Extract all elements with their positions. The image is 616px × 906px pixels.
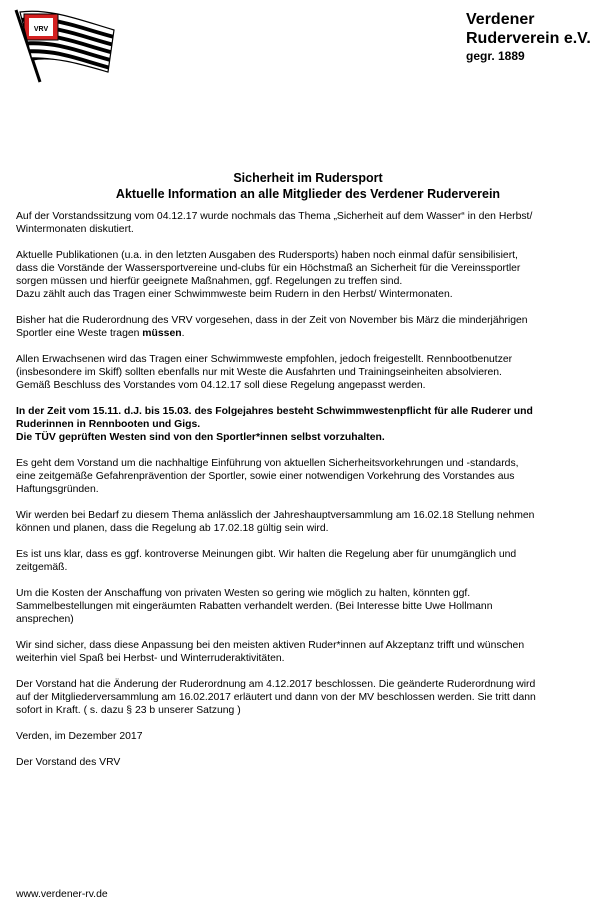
text-line: Bisher hat die Ruderordnung des VRV vorgesehen, dass in der Zeit von November bis März die minderjährigen xyxy=(16,315,528,326)
text-line: Sammelbestellungen mit eingeräumten Rabatten verhandelt werden. (Bei Interesse bitte Uwe Hollmann xyxy=(16,601,493,612)
paragraph-new-rule xyxy=(16,405,590,444)
text-line: weiterhin viel Spaß bei Herbst- und Winterruderaktivitäten. xyxy=(16,653,285,664)
text-line: Der Vorstand hat die Änderung der Ruderordnung am 4.12.2017 beschlossen. Die geänderte Ruderordnung wird xyxy=(16,679,536,690)
text-line: dass die Vorstände der Wassersportvereine und-clubs für ein Höchstmaß an Sicherheit für die Vereinssportler xyxy=(16,263,521,274)
signature-line xyxy=(16,756,590,769)
text-line: Ruderinnen in Rennbooten und Gigs. xyxy=(16,419,201,430)
paragraph-decision xyxy=(16,678,590,717)
text-line: eine zeitgemäße Gefahrenprävention der Sportler, sowie einer notwendigen Vorkehrung des Vorstandes aus xyxy=(16,471,515,482)
text-fragment: . xyxy=(181,328,185,339)
text-line: können und planen, dass die Regelung ab 17.02.18 gültig sein wird. xyxy=(16,523,329,534)
text-line: Verden, im Dezember 2017 xyxy=(16,731,143,742)
club-flag-logo xyxy=(10,8,120,84)
emphasis-text: müssen xyxy=(142,328,182,339)
text-line: Gemäß Beschluss des Vorstandes vom 04.12.17 soll diese Regelung angepasst werden. xyxy=(16,380,426,391)
text-fragment: Sportler eine Weste tragen xyxy=(16,328,143,339)
paragraph-publications xyxy=(16,249,590,301)
paragraph-meeting xyxy=(16,210,590,236)
text-line: Die TÜV geprüften Westen sind von den Sportler*innen selbst vorzuhalten. xyxy=(16,432,385,443)
text-line: Auf der Vorstandssitzung vom 04.12.17 wurde nochmals das Thema „Sicherheit auf dem Wasser“ in den Herbst/ xyxy=(16,211,533,222)
text-line xyxy=(16,327,590,340)
text-line: (insbesondere im Skiff) sollten ebenfalls nur mit Weste die Ausfahrten und Trainingseinheiten absolvieren. xyxy=(16,367,502,378)
club-name-line1: Verdener xyxy=(466,11,535,28)
title-line1: Sicherheit im Rudersport xyxy=(233,171,383,185)
text-line: Haftungsgründen. xyxy=(16,484,99,495)
text-line: Es geht dem Vorstand um die nachhaltige Einführung von aktuellen Sicherheitsvorkehrungen und -standards, xyxy=(16,458,519,469)
text-line: Der Vorstand des VRV xyxy=(16,757,121,768)
club-header xyxy=(466,10,591,64)
paragraph-adults xyxy=(16,353,590,392)
text-line: Dazu zählt auch das Tragen einer Schwimmweste beim Rudern in den Herbst/ Wintermonaten. xyxy=(16,289,453,300)
founded-year: gegr. 1889 xyxy=(466,49,525,63)
paragraph-assembly xyxy=(16,509,590,535)
text-line: In der Zeit vom 15.11. d.J. bis 15.03. des Folgejahres besteht Schwimmwestenpflicht für alle Ruderer und xyxy=(16,406,533,417)
text-line: zeitgemäß. xyxy=(16,562,68,573)
paragraph-previous-rule xyxy=(16,314,590,340)
title-line2: Aktuelle Information an alle Mitglieder des Verdener Ruderverein xyxy=(115,187,501,201)
text-line: Allen Erwachsenen wird das Tragen einer Schwimmweste empfohlen, jedoch freigestellt. Rennbootbenutzer xyxy=(16,354,513,365)
paragraph-costs xyxy=(16,587,590,626)
paragraph-goal xyxy=(16,457,590,496)
text-line: sofort in Kraft. ( s. dazu § 23 b unserer Satzung ) xyxy=(16,705,241,716)
text-line: auf der Mitgliederversammlung am 16.02.2017 erläutert und dann von der MV beschlossen werden. Sie tritt dann xyxy=(16,692,536,703)
footer-url: www.verdener-rv.de xyxy=(16,889,108,900)
text-line: Um die Kosten der Anschaffung von privaten Westen so gering wie möglich zu halten, könnten ggf. xyxy=(16,588,471,599)
text-line: Wir sind sicher, dass diese Anpassung bei den meisten aktiven Ruder*innen auf Akzeptanz trifft und wünschen xyxy=(16,640,525,651)
text-line: sorgen müssen und hierfür geeignete Maßnahmen, ggf. Regelungen zu treffen sind. xyxy=(16,276,403,287)
date-line xyxy=(16,730,590,743)
text-line: Aktuelle Publikationen (u.a. in den letzten Ausgaben des Rudersports) haben noch einmal dafür sensibilisiert, xyxy=(16,250,518,261)
text-line: Wir werden bei Bedarf zu diesem Thema anlässlich der Jahreshauptversammlung am 16.02.18 Stellung nehmen xyxy=(16,510,535,521)
letter-body xyxy=(16,210,590,782)
paragraph-controversy xyxy=(16,548,590,574)
text-line: Wintermonaten diskutiert. xyxy=(16,224,134,235)
document-title xyxy=(0,170,616,202)
paragraph-acceptance xyxy=(16,639,590,665)
text-line: ansprechen) xyxy=(16,614,74,625)
text-line: Es ist uns klar, dass es ggf. kontroverse Meinungen gibt. Wir halten die Regelung aber für unumgänglich und xyxy=(16,549,517,560)
logo-text: VRV xyxy=(33,26,49,33)
club-name-line2: Ruderverein e.V. xyxy=(466,30,591,47)
